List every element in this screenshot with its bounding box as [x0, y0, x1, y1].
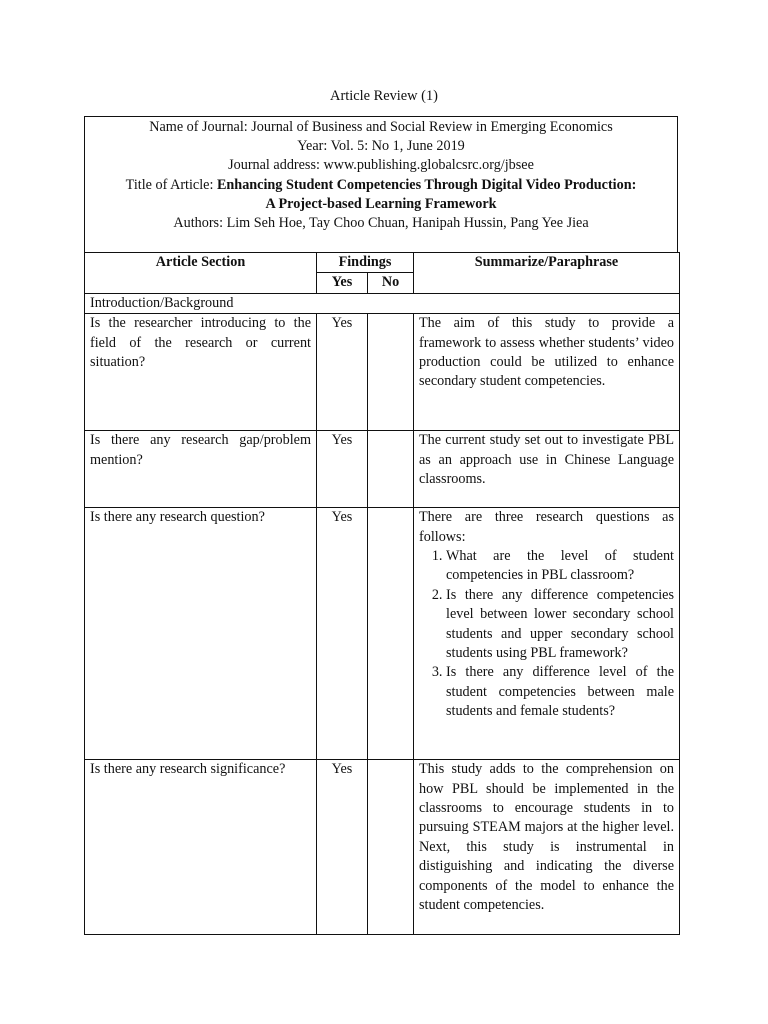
no-cell [368, 508, 414, 760]
yes-cell: Yes [317, 508, 368, 760]
article-section-header: Article Section [85, 253, 317, 294]
document-title: Article Review (1) [330, 88, 438, 104]
summary-header: Summarize/Paraphrase [414, 253, 680, 294]
year-value: Vol. 5: No 1, June 2019 [330, 138, 465, 155]
journal-label: Name of Journal: [149, 119, 252, 135]
table-row [85, 431, 680, 508]
summary-cell: This study adds to the comprehension on how PBL should be implemented in the classrooms to encourage students in to pursuing STEAM majors at the higher level. Next, this study is instrumental in distiguishing and indicating the diverse components of the model to enhance the student competencies. [414, 760, 680, 935]
research-question-list [419, 547, 674, 722]
list-item: 2. Is there any difference competencies level between lower secondary school students and upper secondary school students using PBL framework? [446, 586, 674, 664]
summary-cell: The aim of this study to provide a framework to assess whether students’ video production could be utilized to enhance secondary student competencies. [414, 314, 680, 431]
article-title-part1: Enhancing Student Competencies Through Digital Video Production: [216, 176, 637, 193]
yes-header: Yes [317, 273, 368, 293]
review-table [84, 252, 680, 935]
no-header: No [368, 273, 414, 293]
findings-header: Findings [317, 253, 414, 273]
summary-intro: There are three research questions as follows: [419, 509, 674, 545]
yes-cell: Yes [317, 431, 368, 508]
table-row [85, 760, 680, 935]
no-cell [368, 431, 414, 508]
article-title-part2: A Project-based Learning Framework [265, 195, 497, 212]
question-cell: Is there any research question? [85, 508, 317, 760]
authors-label: Authors: [173, 215, 227, 232]
article-title-line [85, 176, 677, 195]
article-info-box [84, 116, 678, 252]
summary-cell: The current study set out to investigate PBL as an approach use in Chinese Language classrooms. [414, 431, 680, 508]
year-label: Year: [297, 138, 331, 155]
article-title-line-2 [85, 195, 677, 214]
journal-name-line [85, 118, 677, 137]
table-row [85, 508, 680, 760]
journal-name: Journal of Business and Social Review in Emerging Economics [251, 119, 613, 135]
no-cell [368, 314, 414, 431]
list-item: 3. Is there any difference level of the student competencies between male students and female students? [446, 663, 674, 721]
yes-cell: Yes [317, 314, 368, 431]
address-value: www.publishing.globalcsrc.org/jbsee [323, 157, 534, 174]
section-title: Introduction/Background [85, 293, 680, 313]
list-item: 1. What are the level of student competencies in PBL classroom? [446, 547, 674, 586]
table-header-row [85, 253, 680, 273]
address-label: Journal address: [228, 157, 324, 174]
authors-line [85, 214, 677, 233]
no-cell [368, 760, 414, 935]
summary-cell [414, 508, 680, 760]
year-line [85, 137, 677, 156]
title-label: Title of Article: [125, 176, 217, 193]
question-cell: Is there any research gap/problem mention? [85, 431, 317, 508]
section-row [85, 293, 680, 313]
yes-cell: Yes [317, 760, 368, 935]
table-row [85, 314, 680, 431]
journal-address-line [85, 156, 677, 175]
authors-value: Lim Seh Hoe, Tay Choo Chuan, Hanipah Hussin, Pang Yee Jiea [226, 215, 589, 232]
question-cell: Is the researcher introducing to the field of the research or current situation? [85, 314, 317, 431]
question-cell: Is there any research significance? [85, 760, 317, 935]
